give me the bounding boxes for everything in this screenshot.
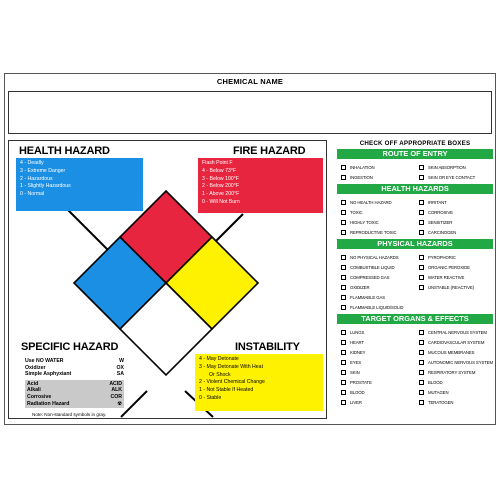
checkbox[interactable] [341, 165, 346, 170]
checkbox-label: EYES [350, 359, 362, 365]
fire-level: 3 - Below 100°F [202, 175, 239, 182]
checkbox-item[interactable] [341, 367, 415, 377]
checkbox[interactable] [419, 360, 424, 365]
checkbox-label: INGESTION [350, 174, 373, 180]
checkbox[interactable] [419, 390, 424, 395]
checkbox-label: FLAMMABLE GAS [350, 294, 385, 300]
checkbox-label: LUNGS [350, 329, 365, 335]
checkbox-item[interactable] [341, 172, 415, 182]
specific-label: Corrosive [27, 393, 52, 400]
checkbox-label: NO PHYSICAL HAZARDS [350, 254, 399, 260]
checkbox-label: SKIN OR EYE CONTACT [428, 174, 476, 180]
checkbox[interactable] [419, 330, 424, 335]
checkbox-label: BLOOD [427, 379, 443, 385]
specific-code: COR [110, 393, 122, 400]
checkbox[interactable] [341, 330, 346, 335]
checkbox-item[interactable] [341, 292, 415, 302]
nonstandard-symbols-block [25, 380, 124, 408]
checklist-panel [337, 140, 493, 408]
checkbox-item[interactable] [419, 337, 493, 347]
specific-label: Oxidizer [25, 364, 46, 371]
checkbox[interactable] [341, 255, 346, 260]
instability-level: Or Shock [209, 371, 231, 378]
checkbox[interactable] [419, 175, 424, 180]
instability-level: 4 - May Detonate [199, 356, 239, 362]
checkbox-label: CARDIOVASCULAR SYSTEM [427, 339, 485, 345]
chemical-name-title: CHEMICAL NAME [216, 77, 284, 86]
health-hazard-legend [16, 158, 143, 211]
checklist-title: CHECK OFF APPROPRIATE BOXES [359, 140, 471, 147]
checkbox[interactable] [341, 265, 346, 270]
checkbox-label: IRRITANT [428, 199, 447, 205]
checkbox-label: RESPIRATORY SYSTEM [427, 369, 476, 375]
checkbox-grid [341, 327, 493, 407]
checkbox[interactable] [341, 210, 346, 215]
specific-row [27, 381, 122, 388]
checkbox-item[interactable] [419, 367, 493, 377]
fire-level: 1 - Above 200°F [202, 191, 240, 198]
checkbox[interactable] [419, 265, 424, 270]
checkbox[interactable] [341, 220, 346, 225]
checkbox[interactable] [341, 200, 346, 205]
checkbox-item[interactable] [341, 282, 415, 292]
specific-code: SA [116, 371, 124, 378]
specific-row [25, 365, 124, 372]
checkbox[interactable] [419, 350, 424, 355]
health-level: 3 - Extreme Danger [20, 167, 66, 174]
checkbox-item[interactable] [419, 207, 493, 217]
health-level: 4 - Deadly [20, 160, 44, 166]
specific-label: Use NO WATER [25, 358, 64, 364]
checkbox-grid [341, 197, 493, 237]
checkbox-label: REPRODUCTIVE TOXIC [350, 229, 397, 235]
checkbox[interactable] [341, 230, 346, 235]
fire-hazard-title: FIRE HAZARD [233, 145, 306, 157]
section-header: PHYSICAL HAZARDS [337, 239, 493, 249]
checkbox-label: SKIN [350, 369, 360, 375]
checkbox-label: SENSITIZER [428, 219, 453, 225]
specific-row [27, 401, 122, 408]
checkbox[interactable] [419, 285, 424, 290]
fire-hazard-legend [198, 158, 323, 213]
checkbox-label: COMBUSTIBLE LIQUID [350, 264, 395, 270]
checkbox-label: LIVER [350, 399, 362, 405]
specific-code: ACID [109, 380, 122, 387]
health-level: 1 - Slightly Hazardous [20, 183, 71, 190]
checkbox-item[interactable] [419, 377, 493, 387]
specific-hazard-title: SPECIFIC HAZARD [21, 341, 119, 353]
checkbox-label: KIDNEY [350, 349, 366, 355]
specific-code: OX [116, 364, 124, 371]
chemical-name-field[interactable] [8, 91, 492, 134]
specific-label: Simple Asphyxiant [25, 371, 72, 378]
checkbox-item[interactable] [419, 397, 493, 407]
checkbox-item[interactable] [419, 347, 493, 357]
instability-level: 0 - Stable [199, 394, 222, 401]
instability-level: 3 - May Detonate With Heat [199, 363, 264, 370]
checkbox-item[interactable] [341, 262, 415, 272]
health-level: 2 - Hazardous [20, 175, 53, 182]
checkbox-item[interactable] [341, 252, 415, 262]
radiation-icon: ☢ [117, 400, 122, 407]
checkbox[interactable] [419, 380, 424, 385]
checkbox[interactable] [419, 400, 424, 405]
checkbox-grid [341, 162, 493, 182]
checkbox-label: UNSTABLE (REACTIVE) [428, 284, 475, 290]
checkbox-label: SKIN ABSORPTION [428, 164, 466, 170]
checkbox[interactable] [419, 200, 424, 205]
checkbox-item[interactable] [341, 207, 415, 217]
health-level: 0 - Normal [20, 191, 45, 198]
checkbox-label: INHALATION [350, 164, 375, 170]
specific-hazard-legend [21, 356, 128, 408]
leader-line-fire [212, 214, 243, 245]
checkbox-item[interactable] [419, 357, 493, 367]
checkbox-item [419, 302, 493, 312]
checkbox-item[interactable] [419, 272, 493, 282]
checkbox-label: BLOOD [350, 389, 365, 395]
health-hazard-title: HEALTH HAZARD [19, 145, 110, 157]
checkbox[interactable] [341, 305, 346, 310]
nonstandard-note: Note: Non-standard symbols in gray. [32, 412, 107, 417]
fire-level: Flash Point F [202, 160, 233, 166]
checkbox-item[interactable] [341, 272, 415, 282]
checkbox-label: AUTONOMIC NERVOUS SYSTEM [427, 359, 493, 365]
checkbox-item[interactable] [341, 217, 415, 227]
checkbox-label: CARCINOGEN [428, 229, 457, 235]
checkbox-label: HEART [350, 339, 364, 345]
checkbox-label: FLAMMABLE LIQUID/SOLID [350, 304, 404, 310]
checkbox-item[interactable] [419, 162, 493, 172]
checkbox-item[interactable] [341, 302, 415, 312]
checkbox-item[interactable] [419, 387, 493, 397]
instability-title: INSTABILITY [235, 341, 300, 353]
checkbox-item[interactable] [341, 387, 415, 397]
checkbox[interactable] [341, 390, 346, 395]
checkbox[interactable] [419, 275, 424, 280]
checkbox[interactable] [341, 295, 346, 300]
checkbox-label: OXIDIZER [350, 284, 370, 290]
specific-code: W [119, 358, 124, 364]
checkbox-label: PROSTATE [350, 379, 372, 385]
checkbox[interactable] [419, 220, 424, 225]
chemical-label [4, 73, 496, 425]
checkbox-item[interactable] [341, 357, 415, 367]
section-header: HEALTH HAZARDS [337, 184, 493, 194]
checkbox[interactable] [419, 210, 424, 215]
checkbox[interactable] [341, 275, 346, 280]
checkbox-item[interactable] [341, 347, 415, 357]
specific-row [27, 394, 122, 401]
section-header: ROUTE OF ENTRY [337, 149, 493, 159]
instability-level: 2 - Violent Chemical Change [199, 379, 265, 386]
checkbox[interactable] [341, 285, 346, 290]
checkbox[interactable] [341, 370, 346, 375]
checkbox-item[interactable] [419, 282, 493, 292]
checkbox-item[interactable] [341, 337, 415, 347]
fire-level: 2 - Below 200°F [202, 183, 239, 190]
checkbox[interactable] [341, 350, 346, 355]
fire-level: 4 - Below 73°F [202, 167, 237, 174]
checkbox-item[interactable] [341, 227, 415, 237]
checkbox-label: ORGANIC PEROXIDE [428, 264, 470, 270]
specific-row [25, 371, 124, 378]
checkbox[interactable] [341, 380, 346, 385]
checkbox-label: NO HEALTH HAZARD [350, 199, 392, 205]
checkbox-item[interactable] [419, 227, 493, 237]
checkbox-label: CENTRAL NERVOUS SYSTEM [427, 329, 487, 335]
checkbox-item[interactable] [419, 252, 493, 262]
specific-label: Radiation Hazard [27, 400, 70, 407]
instability-legend [195, 354, 323, 411]
checkbox[interactable] [341, 175, 346, 180]
checkbox[interactable] [419, 165, 424, 170]
checkbox-item[interactable] [341, 377, 415, 387]
checkbox-item [419, 292, 493, 302]
checkbox[interactable] [419, 340, 424, 345]
specific-row [27, 387, 122, 394]
checkbox-item[interactable] [341, 197, 415, 207]
checkbox-item[interactable] [419, 172, 493, 182]
checkbox-label: COMPRESSED GAS [350, 274, 390, 280]
checkbox-item[interactable] [341, 397, 415, 407]
specific-label: Alkali [27, 387, 41, 394]
checkbox-label: MUCOUS MEMBRANES [427, 349, 475, 355]
specific-label: Acid [27, 380, 39, 387]
checkbox-label: TERATOGEN [427, 399, 454, 405]
checkbox-item[interactable] [419, 217, 493, 227]
checkbox-label: TOXIC [350, 209, 363, 215]
checkbox-item[interactable] [419, 197, 493, 207]
checkbox-label: HIGHLY TOXIC [350, 219, 379, 225]
checkbox-label: WATER REACTIVE [428, 274, 465, 280]
checkbox-item[interactable] [341, 162, 415, 172]
checkbox-label: CORROSIVE [428, 209, 453, 215]
checkbox-label: PYROPHORIC [428, 254, 456, 260]
checkbox[interactable] [419, 370, 424, 375]
specific-row [25, 358, 124, 365]
checkbox-item[interactable] [419, 327, 493, 337]
checkbox[interactable] [341, 400, 346, 405]
checkbox[interactable] [341, 340, 346, 345]
checkbox[interactable] [419, 230, 424, 235]
checkbox-grid [341, 252, 493, 312]
checkbox-item[interactable] [419, 262, 493, 272]
section-header: TARGET ORGANS & EFFECTS [337, 314, 493, 324]
checkbox-label: MUTAGEN [427, 389, 449, 395]
checkbox-item[interactable] [341, 327, 415, 337]
specific-code: ALK [111, 387, 122, 394]
checkbox[interactable] [341, 360, 346, 365]
fire-level: 0 - Will Not Burn [202, 198, 240, 205]
instability-level: 1 - Not Stable If Heated [199, 387, 254, 394]
nfpa-panel [8, 140, 327, 419]
checkbox[interactable] [419, 255, 424, 260]
